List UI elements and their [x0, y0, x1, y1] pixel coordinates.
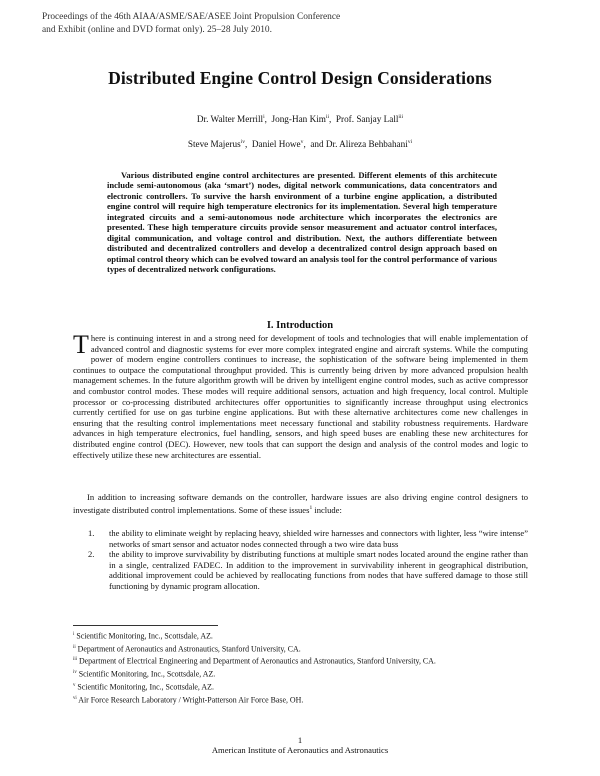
list-item-text: the ability to improve survivability by distributing functions at multiple smart nodes located around the engine rather than in a single, centralized FADEC. In addition to the improvement in survivability inherent in geographical distribution, additional improvement could be achieved by reallocating functions from nodes that have suffered damage to those still functioning by dynamic program allocation. [109, 549, 528, 591]
introduction-paragraph-1 [73, 330, 528, 460]
paper-title: Distributed Engine Control Design Considerations [108, 68, 492, 88]
proceedings-line-1: Proceedings of the 46th AIAA/ASME/SAE/ASEE Joint Propulsion Conference [42, 12, 341, 22]
author-name: Dr. Walter Merrill [196, 114, 264, 125]
footnote-text: Department of Electrical Engineering and Department of Aeronautics and Astronautics, Stanford University, CA. [78, 657, 436, 667]
author-separator: , [303, 139, 306, 150]
author-name: Dr. Alireza Behbahani [325, 139, 408, 150]
author-name: Daniel Howe [251, 139, 301, 150]
footnote-mark: v [73, 682, 76, 688]
list-item-text: the ability to eliminate weight by replacing heavy, shielded wire harnesses and connectors with lighter, less “wire intense” networks of smart sensor and actuator nodes connected through a two wire data buss [109, 528, 528, 549]
drop-cap: T [73, 330, 89, 359]
author-and: and [310, 139, 324, 150]
issues-list [88, 528, 528, 592]
footnote-mark: vi [73, 695, 77, 701]
footnote-divider [73, 625, 218, 626]
list-item [88, 528, 528, 549]
footnote [73, 642, 543, 655]
footnote-mark: i [73, 632, 75, 637]
author-mark: iii [398, 114, 404, 120]
proceedings-line-2: and Exhibit (online and DVD format only). 25–28 July 2010. [42, 24, 272, 35]
author-mark: ii [325, 114, 330, 120]
author-mark: iv [240, 139, 246, 145]
page-number: 1 [297, 735, 303, 745]
list-number: 2. [88, 549, 95, 560]
abstract [107, 170, 497, 275]
footnote-mark: iv [73, 670, 77, 676]
footnote-mark: ii [73, 644, 76, 650]
abstract-text: Various distributed engine control architectures are presented. Different elements of this architecute include semi-autonomous (aka ‘smart’) nodes, digital network communications, data concentrators and electronic controllers. To survive the harsh environment of a turbine engine application, a distributed engine control will require high temperature electronics for its implementation. Several high temperature integrated circuits and a semi-autonomous node architecture which incorporates the electronics are presented. These high temperature circuits provide sensor measurement and actuator control interfaces, digital communication, and voltage control and distribution. Next, the authors differentiate between distributed and decentralized controllers and develop a decentralized control design approach based on optimal control theory which can be evolved toward an analysis tool for the control performance of various types of decentralized network configurations. [107, 170, 497, 275]
footer-organization: American Institute of Aeronautics and Astronautics [211, 745, 389, 755]
footnote [73, 693, 543, 706]
author-separator: , [245, 139, 248, 150]
author-line-1 [0, 114, 600, 124]
footnotes [73, 629, 543, 705]
list-number: 1. [88, 528, 95, 538]
footnote [73, 654, 543, 667]
footnote-text: Air Force Research Laboratory / Wright-Patterson Air Force Base, OH. [78, 695, 304, 705]
author-name: Jong-Han Kim [271, 114, 326, 125]
footnote-text: Scientific Monitoring, Inc., Scottsdale, AZ. [76, 631, 213, 641]
section-heading-introduction: I. Introduction [266, 320, 334, 331]
introduction-paragraph-2 [73, 492, 528, 515]
list-item [88, 549, 528, 591]
footnote [73, 667, 543, 680]
author-mark: i [263, 114, 265, 120]
proceedings-header [42, 11, 462, 36]
paragraph-text: here is continuing interest in and a strong need for development of tools and technologies that will enable implementation of advanced control and diagnostic systems for ever more complex integrated engine and aircraft systems. While the computing power of modern engine controllers continues to increase, the sophistication of the software being implemented in them continues to outpace the computational throughput provided. This is currently being driven by more advanced propulsion health management schemes. In the future algorithm growth will be driven by intelligent engine control modes, such as active compressor and combustor control modes. These modes will require additional sensors, actuation and high frequency, local control. Multiple processor or co-processing distributed architectures offer opportunities to significantly increase throughput using electronics currently certified for use on gas turbine engine applications. But with these alternative architectures come new challenges in ensuring that the resulting control implementations meet necessary functional and stability robustness requirements. Hardware advances in high temperature electronics, fuel handling, sensors, and high speed buses are enabling these new architectures for distributed engine control (DEC). However, new tools that can support the design and analysis of the control modes and logic to effectively utilize these new architectures are essential. [73, 333, 528, 460]
footnote [73, 680, 543, 693]
author-name: Prof. Sanjay Lall [335, 114, 399, 125]
footnote-text: Scientific Monitoring, Inc., Scottsdale, AZ. [77, 682, 214, 692]
paragraph-text: In addition to increasing software demands on the controller, hardware issues are also driving engine control designers to investigate distributed control implementations. Some of these issues [73, 492, 528, 515]
author-mark: v [300, 139, 304, 145]
author-separator: , [329, 114, 332, 125]
footnote [73, 629, 543, 642]
footnote-reference: 1 [309, 504, 313, 511]
footnote-text: Department of Aeronautics and Astronautics, Stanford University, CA. [77, 644, 301, 654]
footnote-text: Scientific Monitoring, Inc., Scottsdale, AZ. [78, 669, 216, 679]
author-mark: vi [407, 139, 413, 145]
author-separator: , [264, 114, 267, 125]
author-line-2 [0, 139, 600, 149]
footnote-mark: iii [73, 657, 77, 663]
paragraph-text-end: include: [312, 504, 342, 515]
author-name: Steve Majerus [187, 139, 241, 150]
